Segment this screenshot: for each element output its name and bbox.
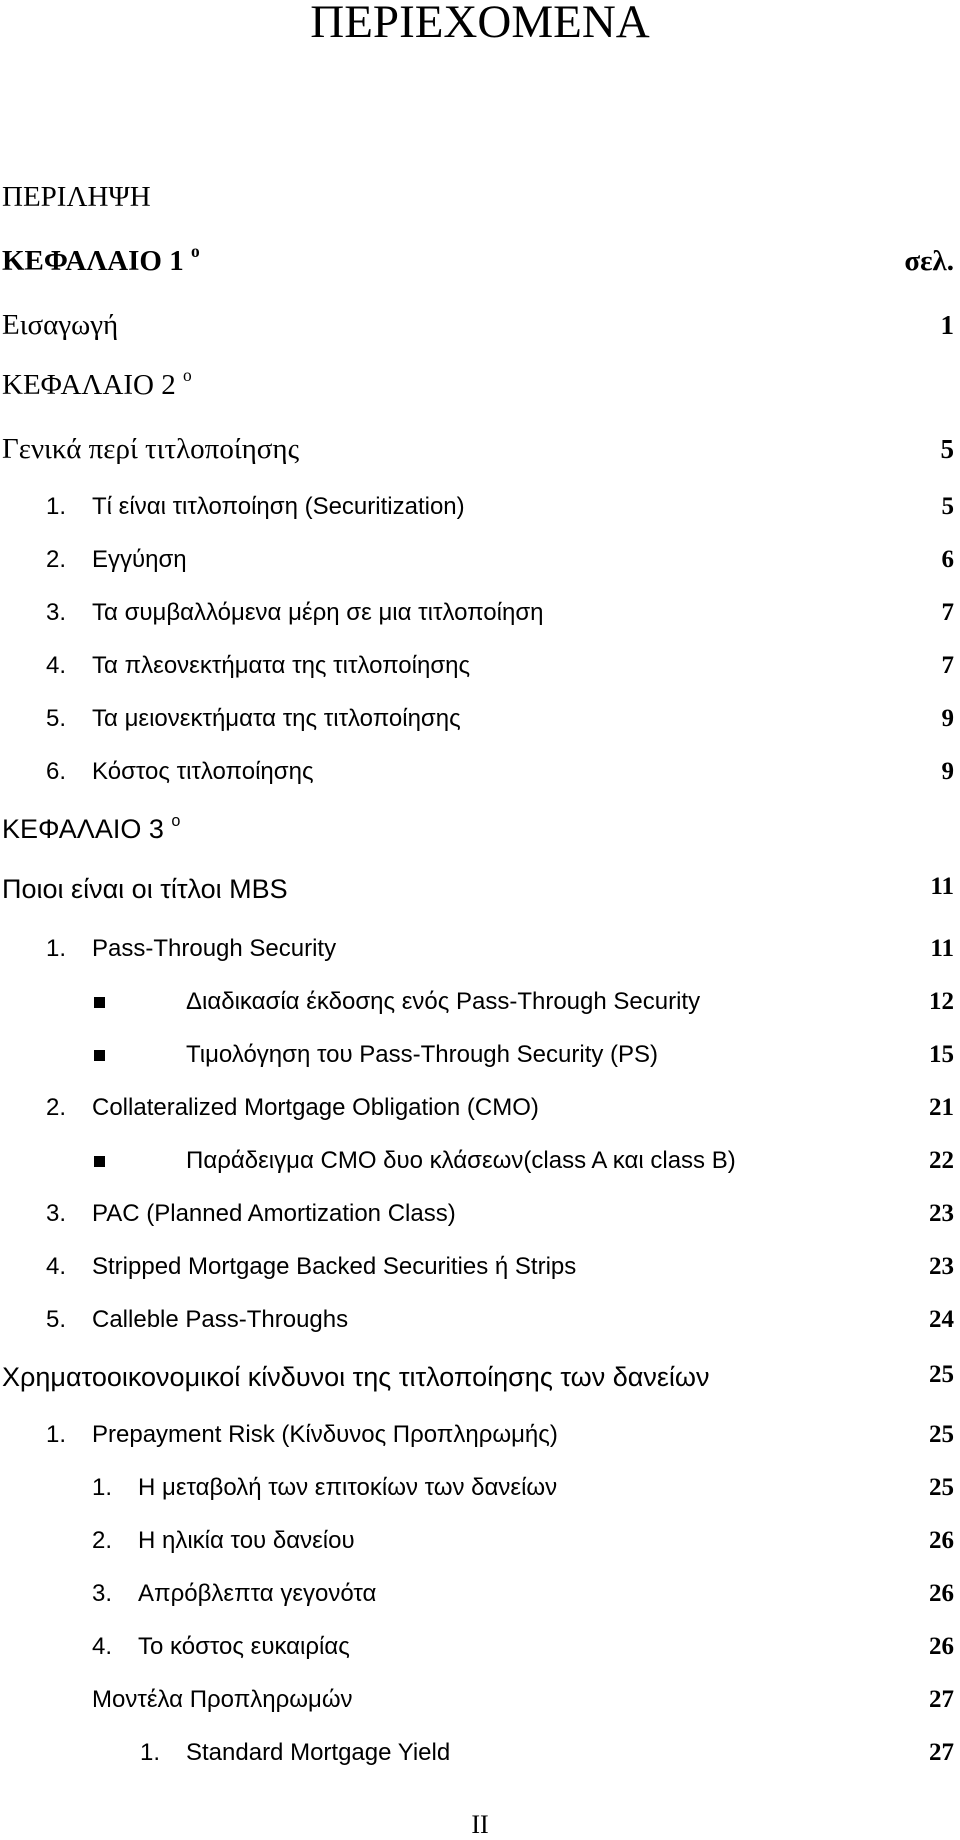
- toc-entry-label: Μοντέλα Προπληρωμών: [92, 1686, 353, 1713]
- toc-entry-number: 3.: [92, 1580, 113, 1607]
- toc-entry-number: 1.: [46, 1421, 67, 1448]
- toc-entry-number: 2.: [46, 546, 67, 573]
- toc-entry-label: Calleble Pass-Throughs: [92, 1306, 349, 1333]
- chapter-3-label: ΚΕΦΑΛΑΙΟ 3 $^o$: [2, 811, 181, 844]
- toc-entry-number: 6.: [46, 758, 67, 785]
- toc-entry-page: 22: [929, 1147, 954, 1174]
- toc-entry-label: Stripped Mortgage Backed Securities ή Strips: [92, 1253, 577, 1280]
- toc-entry-label: Standard Mortgage Yield: [186, 1739, 451, 1766]
- toc-entry-label: Η μεταβολή των επιτοκίων των δανείων: [138, 1474, 558, 1501]
- toc-entry-page: 21: [929, 1094, 954, 1121]
- toc-entry-page: 23: [929, 1200, 954, 1227]
- toc-entry-label: PAC (Planned Amortization Class): [92, 1200, 456, 1227]
- page-column-header: σελ.: [904, 245, 954, 277]
- toc-entry-page: 25: [929, 1361, 954, 1388]
- toc-entry-page: 23: [929, 1253, 954, 1280]
- page-title: ΠΕΡΙΕΧΟΜΕΝΑ: [310, 0, 650, 48]
- toc-entry-page: 27: [929, 1686, 954, 1713]
- bullet-icon: [94, 997, 105, 1008]
- toc-entry-label: Γενικά περί τιτλοποίησης: [2, 433, 300, 465]
- bullet-icon: [94, 1156, 105, 1167]
- toc-entry-page: 12: [929, 988, 954, 1015]
- toc-entry-number: 1.: [46, 493, 67, 520]
- toc-entry-number: 1.: [140, 1739, 161, 1766]
- toc-entry-number: 2.: [92, 1527, 113, 1554]
- footer-page-number: II: [471, 1810, 489, 1839]
- toc-entry-page: 15: [929, 1041, 954, 1068]
- toc-entry-number: 4.: [46, 1253, 67, 1280]
- toc-entry-label: Απρόβλεπτα γεγονότα: [138, 1580, 377, 1607]
- toc-entry-label: Pass-Through Security: [92, 935, 337, 962]
- toc-summary-label: ΠΕΡΙΛΗΨΗ: [2, 181, 151, 213]
- toc-entry-page: 11: [930, 873, 954, 900]
- toc-entry-page: 25: [929, 1474, 954, 1501]
- toc-entry-page: 24: [929, 1306, 954, 1333]
- toc-entry-number: 5.: [46, 1306, 67, 1333]
- toc-entry-page: 5: [941, 493, 954, 520]
- toc-entry-page: 7: [941, 599, 954, 626]
- toc-entry-label: Η ηλικία του δανείου: [138, 1527, 355, 1554]
- toc-entry-label: Χρηματοοικονομικοί κίνδυνοι της τιτλοποίησης των δανείων: [2, 1362, 710, 1392]
- toc-entry-page: 7: [941, 652, 954, 679]
- toc-entry-label: Τί είναι τιτλοποίηση (Securitization): [92, 493, 465, 520]
- toc-entry-page: 26: [929, 1527, 954, 1554]
- toc-entry-number: 3.: [46, 1200, 67, 1227]
- toc-entry-page: 11: [930, 935, 954, 962]
- toc-entry-label: Διαδικασία έκδοσης ενός Pass-Through Security: [186, 988, 701, 1015]
- toc-entry-label: Collateralized Mortgage Obligation (CMO): [92, 1094, 539, 1121]
- toc-entry-number: 3.: [46, 599, 67, 626]
- toc-entry-label: Κόστος τιτλοποίησης: [92, 758, 314, 785]
- toc-entry-label: Εγγύηση: [92, 546, 187, 573]
- toc-entry-label: Τα πλεονεκτήματα της τιτλοποίησης: [92, 652, 471, 679]
- toc-entry-label: Τιμολόγηση του Pass-Through Security (PS): [186, 1041, 659, 1068]
- toc-entry-number: 1.: [46, 935, 67, 962]
- toc-entry-label: Το κόστος ευκαιρίας: [138, 1633, 350, 1660]
- toc-entry-label: Τα συμβαλλόμενα μέρη σε μια τιτλοποίηση: [92, 599, 544, 626]
- toc-entry-number: 4.: [46, 652, 67, 679]
- toc-entry-page: 1: [940, 310, 954, 340]
- toc-entry-label: Prepayment Risk (Κίνδυνος Προπληρωμής): [92, 1421, 558, 1448]
- bullet-icon: [94, 1050, 105, 1061]
- toc-entry-number: 4.: [92, 1633, 113, 1660]
- toc-entry-page: 5: [940, 434, 954, 464]
- toc-entry-page: 27: [929, 1739, 954, 1766]
- toc-entry-number: 5.: [46, 705, 67, 732]
- toc-entry-page: 26: [929, 1580, 954, 1607]
- chapter-2-label: ΚΕΦΑΛΑΙΟ 2 $^o$: [2, 364, 192, 401]
- toc-entry-number: 2.: [46, 1094, 67, 1121]
- toc-entry-page: 9: [941, 705, 954, 732]
- toc-entry-label: Τα μειονεκτήματα της τιτλοποίησης: [92, 705, 461, 732]
- toc-entry-page: 26: [929, 1633, 954, 1660]
- chapter-1-label: ΚΕΦΑΛΑΙΟ 1 $^o$: [2, 240, 200, 277]
- toc-entry-label: Ποιοι είναι οι τίτλοι MBS: [2, 874, 288, 904]
- toc-entry-number: 1.: [92, 1474, 113, 1501]
- toc-entry-page: 6: [941, 546, 954, 573]
- toc-entry-label: Παράδειγμα CMO δυο κλάσεων(class A και class B): [186, 1147, 736, 1174]
- toc-entry-page: 25: [929, 1421, 954, 1448]
- toc-entry-label: Εισαγωγή: [2, 309, 119, 341]
- toc-entry-page: 9: [941, 758, 954, 785]
